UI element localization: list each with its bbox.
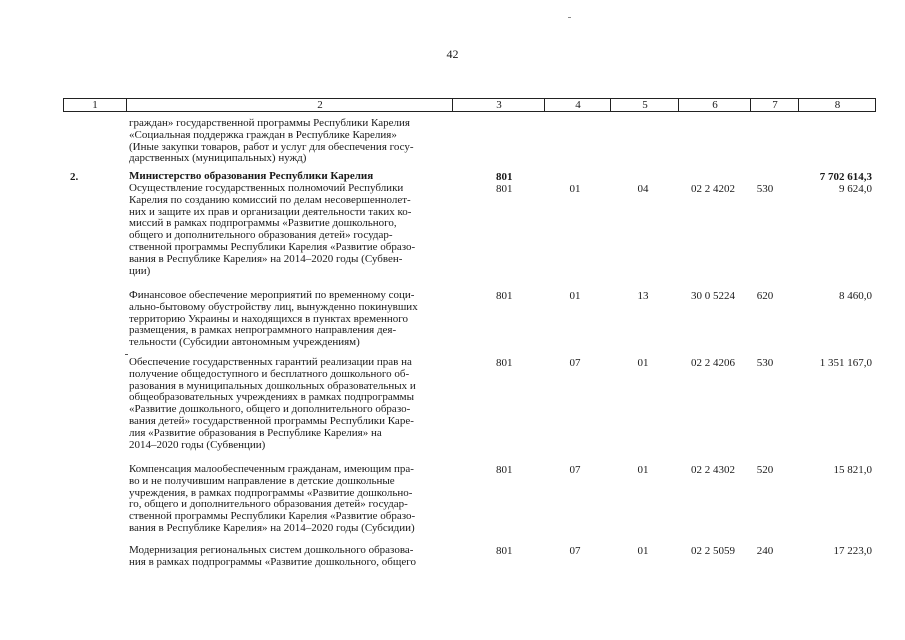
row-description: Обеспечение государственных гарантий реализации прав на получение общедоступного и бесплатного дошкольного об- разования в муниципальных дошкольных образовательных и общеобразовательных учреждениях в рамках подпрограммы «Развитие дошкольного, общего и дополнительного образо- вания детей» государственной программы Республики Каре- лия «Развитие образования в Республике Карелия» на 2014–2020 годы (Субвенции) [129, 356, 416, 451]
row-code: 801 [496, 357, 513, 369]
row-section: 01 [569, 290, 581, 302]
row-section: 01 [569, 183, 581, 195]
row-target-article: 02 2 4302 [691, 464, 735, 476]
row-expense-type: 530 [756, 183, 774, 195]
header-col-3: 3 [452, 99, 545, 111]
row-sum: 15 821,0 [833, 464, 872, 476]
continuation-text: граждан» государственной программы Республики Карелия «Социальная поддержка граждан в Республике Карелия» (Иные закупки товаров, работ и услуг для обеспечения госу- дарственных (муниципальных) нужд) [129, 117, 414, 165]
row-sum: 7 702 614,3 [819, 171, 872, 183]
row-sum: 17 223,0 [833, 545, 872, 557]
row-code: 801 [496, 171, 513, 183]
row-section: 07 [569, 545, 581, 557]
row-code: 801 [496, 290, 513, 302]
row-subsection: 01 [637, 357, 649, 369]
row-target-article: 02 2 4206 [691, 357, 735, 369]
row-target-article: 02 2 5059 [691, 545, 735, 557]
row-description: Модернизация региональных систем дошкольного образова- ния в рамках подпрограммы «Развитие дошкольного, общего [129, 544, 416, 568]
row-expense-type: 240 [756, 545, 774, 557]
row-sum: 1 351 167,0 [819, 357, 872, 369]
scan-tick-mark [125, 354, 128, 355]
header-col-2: 2 [126, 99, 513, 111]
row-subsection: 13 [637, 290, 649, 302]
row-section: 07 [569, 357, 581, 369]
row-subsection: 01 [637, 464, 649, 476]
header-col-7: 7 [750, 99, 799, 111]
row-sum: 9 624,0 [839, 183, 872, 195]
row-sum: 8 460,0 [839, 290, 872, 302]
row-number: 2. [70, 171, 79, 183]
header-col-5: 5 [610, 99, 679, 111]
row-description: Осуществление государственных полномочий Республики Карелия по созданию комиссий по делам несовершеннолет- них и защите их прав и организации деятельности таких ко- миссий в рамках подпрограммы «Развитие дошкольного, общего и дополнительного образования детей» государ- ственной программы Республики Карелия «Развитие образо- вания в Республике Карелия» на 2014–2020 годы (Субвен- ции) [129, 182, 416, 277]
header-col-6: 6 [678, 99, 751, 111]
row-expense-type: 520 [756, 464, 774, 476]
row-description: Финансовое обеспечение мероприятий по временному соци- ально-бытовому обустройству лиц, вынужденно покинувших территорию Украины и находящихся в пунктах временного размещения, в рамках непрограммного направления дея- тельности (Субсидии автономным учреждениям) [129, 289, 418, 349]
row-description: Компенсация малообеспеченным гражданам, имеющим пра- во и не получившим направление в детские дошкольные учреждения, в рамках подпрограммы «Развитие дошкольно- го, общего и дополнительного образования детей» государ- ственной программы Республики Карелия «Развитие образо- вания в Республике Карелия» на 2014–2020 годы (Субсидии) [129, 463, 416, 534]
header-col-1: 1 [92, 99, 98, 111]
row-subsection: 01 [637, 545, 649, 557]
header-col-4: 4 [544, 99, 611, 111]
row-description: Министерство образования Республики Карелия [129, 170, 374, 182]
page-number: 42 [446, 47, 459, 61]
row-code: 801 [496, 183, 513, 195]
row-code: 801 [496, 464, 513, 476]
row-target-article: 30 0 5224 [691, 290, 735, 302]
row-expense-type: 530 [756, 357, 774, 369]
row-target-article: 02 2 4202 [691, 183, 735, 195]
row-subsection: 04 [637, 183, 649, 195]
row-expense-type: 620 [756, 290, 774, 302]
row-section: 07 [569, 464, 581, 476]
row-code: 801 [496, 545, 513, 557]
header-col-8: 8 [798, 99, 876, 111]
